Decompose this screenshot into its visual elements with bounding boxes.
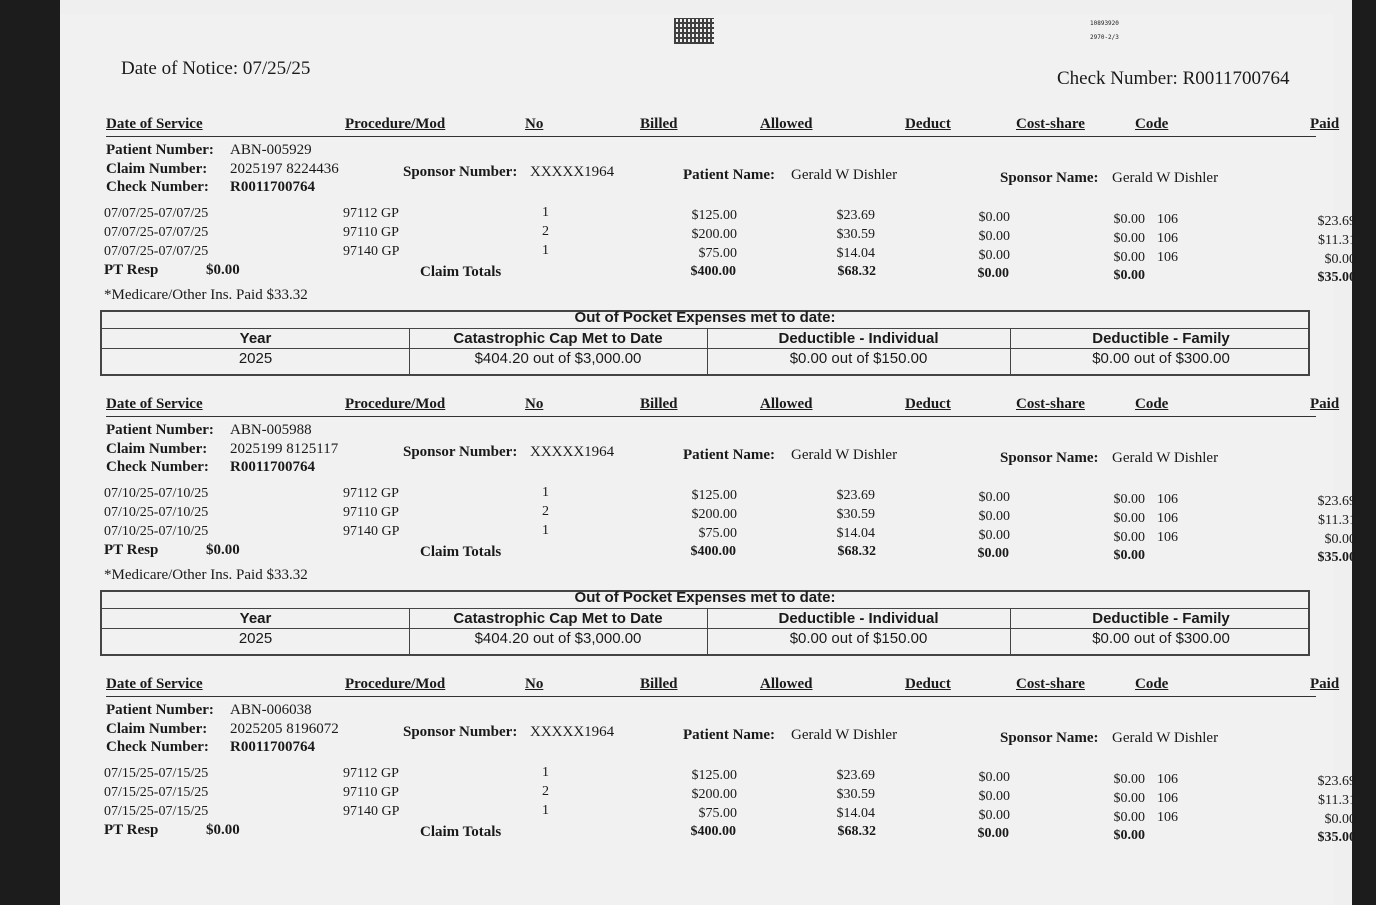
oop-header-cat_cap: Catastrophic Cap Met to Date: [453, 330, 663, 347]
line-date: 07/15/25-07/15/25: [104, 785, 209, 800]
total-paid: $35.00: [1317, 830, 1356, 845]
line-no: 2: [542, 784, 549, 799]
column-header-no: No: [525, 396, 544, 412]
medicare-note: *Medicare/Other Ins. Paid $33.32: [104, 287, 308, 303]
total-billed: $400.00: [690, 824, 736, 839]
line-costshare: $0.00: [1113, 250, 1145, 265]
line-date: 07/07/25-07/07/25: [104, 206, 209, 221]
column-header-costshare: Cost-share: [1016, 676, 1085, 692]
line-costshare: $0.00: [1113, 492, 1145, 507]
column-header-no: No: [525, 676, 544, 692]
total-billed: $400.00: [690, 544, 736, 559]
sponsor-number-label: Sponsor Number:: [403, 164, 518, 180]
total-paid: $35.00: [1317, 270, 1356, 285]
total-deduct: $0.00: [977, 266, 1009, 281]
patient-number-label: Patient Number:: [106, 702, 214, 718]
column-header-paid: Paid: [1310, 116, 1340, 132]
line-no: 1: [542, 485, 549, 500]
line-costshare: $0.00: [1113, 231, 1145, 246]
line-proc: 97110 GP: [343, 785, 399, 800]
line-code: 106: [1157, 212, 1178, 227]
claim-number: 2025199 8125117: [230, 441, 339, 457]
patient-number: ABN-005929: [230, 142, 312, 158]
line-allowed: $14.04: [836, 246, 875, 261]
sponsor-name-label: Sponsor Name:: [1000, 450, 1099, 466]
line-code: 106: [1157, 511, 1178, 526]
oop-value-cat_cap: $404.20 out of $3,000.00: [474, 630, 642, 647]
claim-totals-label: Claim Totals: [420, 824, 502, 840]
line-no: 1: [542, 523, 549, 538]
oop-header-ded_fam: Deductible - Family: [1092, 610, 1230, 627]
total-paid: $35.00: [1317, 550, 1356, 565]
line-deduct: $0.00: [978, 770, 1010, 785]
patient-number: ABN-005988: [230, 422, 312, 438]
line-deduct: $0.00: [978, 509, 1010, 524]
line-code: 106: [1157, 250, 1178, 265]
column-header-allowed: Allowed: [760, 116, 813, 132]
column-header-deduct: Deduct: [905, 676, 951, 692]
oop-rule: [102, 328, 1308, 329]
patient-name-label: Patient Name:: [683, 727, 776, 743]
line-allowed: $23.69: [836, 208, 875, 223]
line-proc: 97112 GP: [343, 486, 399, 501]
column-header-proc: Procedure/Mod: [345, 116, 446, 132]
line-billed: $75.00: [698, 526, 737, 541]
patient-number-label: Patient Number:: [106, 422, 214, 438]
pt-resp-label: PT Resp: [104, 262, 159, 278]
line-costshare: $0.00: [1113, 212, 1145, 227]
date-of-notice-label: Date of Notice:: [121, 58, 239, 79]
oop-title: Out of Pocket Expenses met to date:: [574, 309, 836, 326]
patient-name-label: Patient Name:: [683, 447, 776, 463]
oop-header-year: Year: [239, 610, 272, 627]
line-deduct: $0.00: [978, 789, 1010, 804]
oop-table: [100, 590, 1310, 656]
line-billed: $125.00: [691, 488, 737, 503]
line-costshare: $0.00: [1113, 810, 1145, 825]
claim-number-label: Claim Number:: [106, 721, 208, 737]
column-header-proc: Procedure/Mod: [345, 676, 446, 692]
line-paid: $23.69: [1317, 774, 1356, 789]
sponsor-name-label: Sponsor Name:: [1000, 170, 1099, 186]
line-paid: $11.31: [1318, 233, 1356, 248]
sponsor-number-label: Sponsor Number:: [403, 724, 518, 740]
qr-code-icon: [674, 18, 714, 44]
column-header-costshare: Cost-share: [1016, 116, 1085, 132]
patient-name: Gerald W Dishler: [791, 167, 898, 183]
oop-value-year: 2025: [238, 350, 273, 367]
line-costshare: $0.00: [1113, 772, 1145, 787]
oop-title: Out of Pocket Expenses met to date:: [574, 589, 836, 606]
line-no: 1: [542, 205, 549, 220]
line-proc: 97140 GP: [343, 524, 400, 539]
pt-resp-label: PT Resp: [104, 822, 159, 838]
document-page: [60, 0, 1356, 905]
column-header-allowed: Allowed: [760, 396, 813, 412]
column-header-paid: Paid: [1310, 396, 1340, 412]
patient-name: Gerald W Dishler: [791, 727, 898, 743]
claim-number: 2025205 8196072: [230, 721, 339, 737]
line-paid: $23.69: [1317, 494, 1356, 509]
oop-rule: [102, 628, 1308, 629]
line-date: 07/07/25-07/07/25: [104, 225, 209, 240]
column-header-code: Code: [1135, 396, 1169, 412]
line-code: 106: [1157, 791, 1178, 806]
total-billed: $400.00: [690, 264, 736, 279]
line-costshare: $0.00: [1113, 511, 1145, 526]
line-deduct: $0.00: [978, 528, 1010, 543]
pt-resp-value: $0.00: [206, 822, 240, 838]
line-paid: $11.31: [1318, 513, 1356, 528]
total-allowed: $68.32: [837, 544, 876, 559]
line-proc: 97110 GP: [343, 225, 399, 240]
line-deduct: $0.00: [978, 248, 1010, 263]
line-billed: $75.00: [698, 806, 737, 821]
line-paid: $0.00: [1324, 252, 1356, 267]
oop-value-ded_ind: $0.00 out of $150.00: [789, 350, 928, 367]
oop-header-ded_ind: Deductible - Individual: [778, 330, 939, 347]
date-of-notice: [121, 58, 310, 80]
line-costshare: $0.00: [1113, 791, 1145, 806]
date-of-notice-value: 07/25/25: [242, 58, 311, 79]
total-allowed: $68.32: [837, 824, 876, 839]
column-header-code: Code: [1135, 676, 1169, 692]
line-billed: $200.00: [691, 227, 737, 242]
line-paid: $11.31: [1318, 793, 1356, 808]
line-billed: $200.00: [691, 507, 737, 522]
pt-resp-value: $0.00: [206, 542, 240, 558]
line-deduct: $0.00: [978, 229, 1010, 244]
line-billed: $75.00: [698, 246, 737, 261]
sponsor-name: Gerald W Dishler: [1112, 450, 1219, 466]
line-no: 2: [542, 224, 549, 239]
line-deduct: $0.00: [978, 808, 1010, 823]
column-header-date: Date of Service: [106, 116, 203, 132]
column-header-billed: Billed: [640, 676, 678, 692]
header-rule: [106, 136, 1316, 137]
claim-number-label: Claim Number:: [106, 161, 208, 177]
line-date: 07/15/25-07/15/25: [104, 804, 209, 819]
corner-code-1: 10893920: [1090, 20, 1119, 27]
line-date: 07/10/25-07/10/25: [104, 505, 209, 520]
line-code: 106: [1157, 772, 1178, 787]
oop-header-cat_cap: Catastrophic Cap Met to Date: [453, 610, 663, 627]
claim-number-label: Claim Number:: [106, 441, 208, 457]
column-header-proc: Procedure/Mod: [345, 396, 446, 412]
line-date: 07/10/25-07/10/25: [104, 486, 209, 501]
line-deduct: $0.00: [978, 490, 1010, 505]
header-check-number-value: R0011700764: [1182, 68, 1290, 89]
line-code: 106: [1157, 231, 1178, 246]
check-number-label: Check Number:: [106, 179, 209, 195]
sponsor-number: XXXXX1964: [530, 724, 615, 740]
medicare-note: *Medicare/Other Ins. Paid $33.32: [104, 567, 308, 583]
line-code: 106: [1157, 810, 1178, 825]
column-header-costshare: Cost-share: [1016, 396, 1085, 412]
column-header-deduct: Deduct: [905, 396, 951, 412]
check-number: R0011700764: [230, 179, 316, 195]
line-date: 07/15/25-07/15/25: [104, 766, 209, 781]
claim-totals-label: Claim Totals: [420, 544, 502, 560]
line-proc: 97140 GP: [343, 804, 400, 819]
claim-totals-label: Claim Totals: [420, 264, 502, 280]
line-allowed: $30.59: [836, 787, 875, 802]
oop-value-ded_fam: $0.00 out of $300.00: [1092, 630, 1230, 647]
column-header-paid: Paid: [1310, 676, 1340, 692]
check-number: R0011700764: [230, 739, 316, 755]
column-header-billed: Billed: [640, 396, 678, 412]
header-rule: [106, 696, 1316, 697]
oop-header-year: Year: [239, 330, 272, 347]
line-proc: 97110 GP: [343, 505, 399, 520]
sponsor-number: XXXXX1964: [530, 164, 615, 180]
column-header-code: Code: [1135, 116, 1169, 132]
line-date: 07/07/25-07/07/25: [104, 244, 209, 259]
line-proc: 97112 GP: [343, 766, 399, 781]
claim-number: 2025197 8224436: [230, 161, 339, 177]
total-costshare: $0.00: [1113, 828, 1145, 843]
line-no: 2: [542, 504, 549, 519]
line-allowed: $23.69: [836, 768, 875, 783]
line-allowed: $14.04: [836, 806, 875, 821]
pt-resp-label: PT Resp: [104, 542, 159, 558]
oop-header-ded_ind: Deductible - Individual: [778, 610, 939, 627]
line-paid: $0.00: [1324, 532, 1356, 547]
oop-table: [100, 310, 1310, 376]
line-paid: $23.69: [1317, 214, 1356, 229]
sponsor-number: XXXXX1964: [530, 444, 615, 460]
total-allowed: $68.32: [837, 264, 876, 279]
line-no: 1: [542, 243, 549, 258]
line-proc: 97140 GP: [343, 244, 400, 259]
total-costshare: $0.00: [1113, 268, 1145, 283]
header-check-number-label: Check Number:: [1057, 68, 1178, 89]
oop-rule: [102, 348, 1308, 349]
line-billed: $125.00: [691, 768, 737, 783]
column-header-billed: Billed: [640, 116, 678, 132]
patient-name-label: Patient Name:: [683, 167, 776, 183]
line-costshare: $0.00: [1113, 530, 1145, 545]
corner-code-2: 2970-2/3: [1090, 34, 1119, 41]
line-date: 07/10/25-07/10/25: [104, 524, 209, 539]
line-billed: $200.00: [691, 787, 737, 802]
total-deduct: $0.00: [977, 546, 1009, 561]
sponsor-number-label: Sponsor Number:: [403, 444, 518, 460]
line-paid: $0.00: [1324, 812, 1356, 827]
patient-number-label: Patient Number:: [106, 142, 214, 158]
line-allowed: $14.04: [836, 526, 875, 541]
line-no: 1: [542, 803, 549, 818]
patient-number: ABN-006038: [230, 702, 312, 718]
check-number-label: Check Number:: [106, 739, 209, 755]
sponsor-name: Gerald W Dishler: [1112, 730, 1219, 746]
total-costshare: $0.00: [1113, 548, 1145, 563]
column-header-no: No: [525, 116, 544, 132]
line-allowed: $23.69: [836, 488, 875, 503]
check-number-label: Check Number:: [106, 459, 209, 475]
oop-value-ded_fam: $0.00 out of $300.00: [1092, 350, 1230, 367]
oop-header-ded_fam: Deductible - Family: [1092, 330, 1230, 347]
sponsor-name: Gerald W Dishler: [1112, 170, 1219, 186]
line-code: 106: [1157, 530, 1178, 545]
line-code: 106: [1157, 492, 1178, 507]
patient-name: Gerald W Dishler: [791, 447, 898, 463]
column-header-date: Date of Service: [106, 396, 203, 412]
pt-resp-value: $0.00: [206, 262, 240, 278]
oop-value-ded_ind: $0.00 out of $150.00: [789, 630, 928, 647]
oop-value-cat_cap: $404.20 out of $3,000.00: [474, 350, 642, 367]
line-no: 1: [542, 765, 549, 780]
line-allowed: $30.59: [836, 227, 875, 242]
line-billed: $125.00: [691, 208, 737, 223]
line-deduct: $0.00: [978, 210, 1010, 225]
column-header-allowed: Allowed: [760, 676, 813, 692]
total-deduct: $0.00: [977, 826, 1009, 841]
header-rule: [106, 416, 1316, 417]
sponsor-name-label: Sponsor Name:: [1000, 730, 1099, 746]
line-proc: 97112 GP: [343, 206, 399, 221]
check-number: R0011700764: [230, 459, 316, 475]
header-check-number: [1057, 68, 1290, 90]
column-header-date: Date of Service: [106, 676, 203, 692]
line-allowed: $30.59: [836, 507, 875, 522]
oop-rule: [102, 608, 1308, 609]
column-header-deduct: Deduct: [905, 116, 951, 132]
oop-value-year: 2025: [238, 630, 273, 647]
